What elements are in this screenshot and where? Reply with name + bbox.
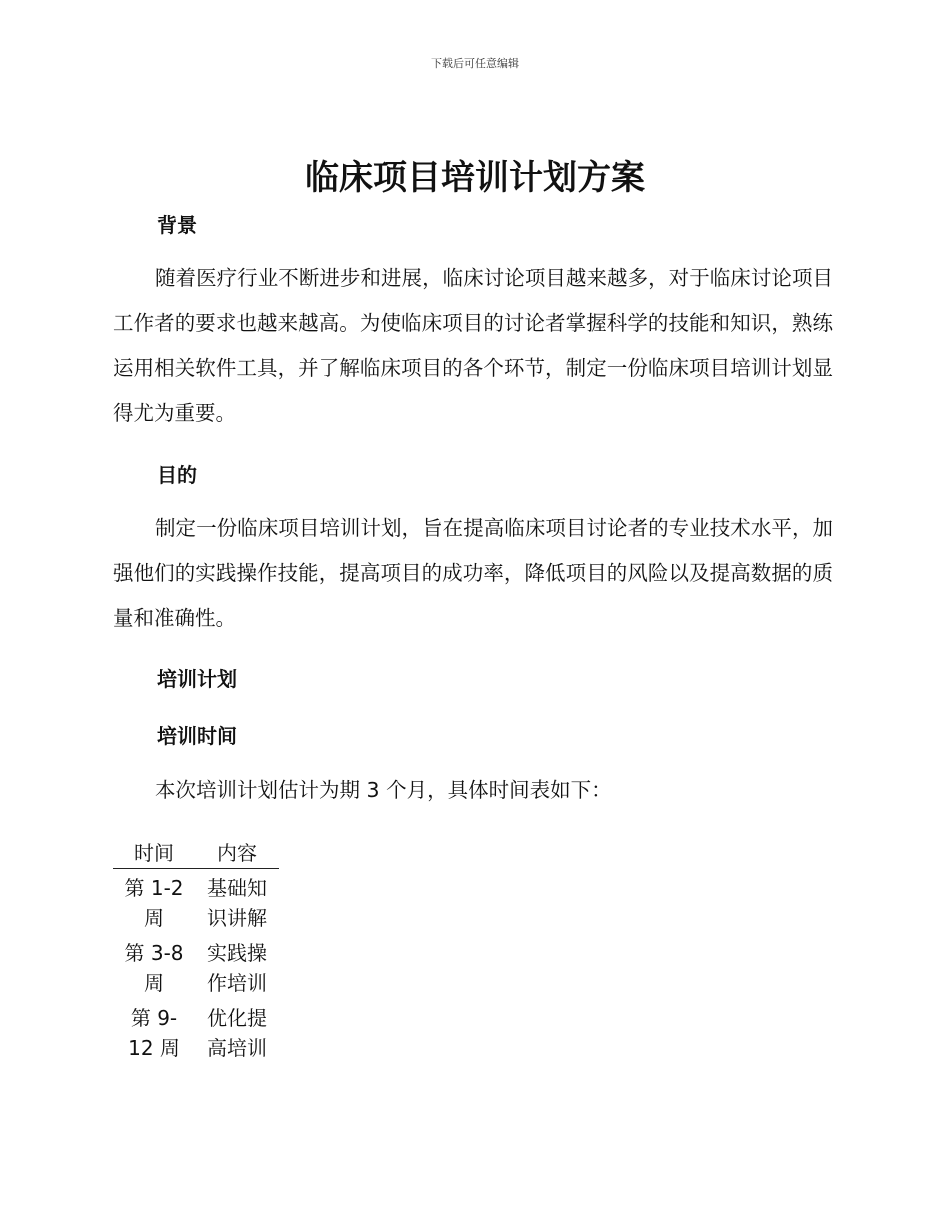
table-header-content: 内容 [195,833,279,869]
paragraph-purpose: 制定一份临床项目培训计划，旨在提高临床项目讨论者的专业技术水平，加强他们的实践操作技能，提高项目的成功率，降低项目的风险以及提高数据的质量和准确性。 [113,516,833,630]
section-heading-background: 背景 [157,213,197,237]
table-cell-content: 实践操作培训 [207,941,267,995]
table-cell-time: 第 9-12 周 [128,1006,180,1060]
table-row [113,869,279,935]
schedule-table [113,833,279,1064]
table-cell-time: 第 3-8 周 [124,941,184,995]
paragraph-time: 本次培训计划估计为期 3 个月，具体时间表如下： [155,778,612,802]
table-cell-time: 第 1-2 周 [124,876,184,930]
section-heading-purpose: 目的 [157,463,197,487]
table-header-row [113,833,279,869]
table-cell-content: 优化提高培训 [207,1006,267,1060]
paragraph-background: 随着医疗行业不断进步和进展，临床讨论项目越来越多，对于临床讨论项目工作者的要求也越来越高。为使临床项目的讨论者掌握科学的技能和知识，熟练运用相关软件工具，并了解临床项目的各个环节，制定一份临床项目培训计划显得尤为重要。 [113,266,833,425]
document-title: 临床项目培训计划方案 [305,158,645,198]
table-cell-content: 基础知识讲解 [207,876,267,930]
page-header-note: 下载后可任意编辑 [431,57,519,70]
table-header-time: 时间 [113,833,195,869]
section-heading-time: 培训时间 [157,724,237,748]
table-row [113,934,279,999]
section-heading-plan: 培训计划 [157,667,237,691]
table-row [113,999,279,1064]
